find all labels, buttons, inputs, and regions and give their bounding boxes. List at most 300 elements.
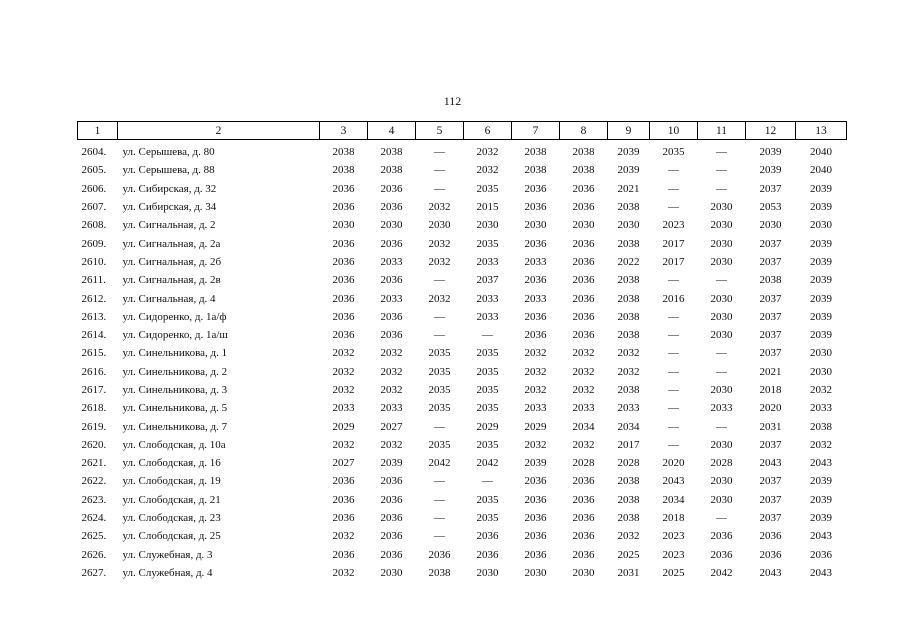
year-cell: 2032: [380, 347, 403, 360]
year-cell: 2036: [524, 493, 547, 506]
year-cell: —: [434, 146, 445, 159]
year-cell: 2039: [810, 310, 832, 323]
year-cell: 2032: [380, 438, 403, 451]
year-cell: 2037: [759, 438, 782, 451]
address-cell: ул. Сибирская, д. 32: [122, 182, 217, 195]
year-cell: 2020: [662, 457, 685, 470]
table-row: [78, 417, 847, 435]
year-cell: 2039: [380, 457, 403, 470]
year-cell: 2036: [524, 329, 547, 342]
year-cell: 2030: [710, 310, 733, 323]
table-row: [78, 436, 847, 454]
year-cell: —: [434, 475, 445, 488]
year-cell: 2030: [476, 566, 499, 579]
table-row: [78, 140, 847, 162]
year-cell: 2030: [810, 365, 832, 378]
year-cell: 2038: [428, 566, 451, 579]
year-cell: 2038: [617, 310, 640, 323]
year-cell: 2037: [759, 475, 782, 488]
year-cell: 2032: [428, 237, 451, 250]
year-cell: —: [434, 182, 445, 195]
year-cell: 2034: [662, 493, 685, 506]
row-number-cell: 2621.: [81, 457, 107, 470]
year-cell: 2037: [759, 512, 782, 525]
column-header-6: 6: [464, 122, 512, 140]
year-cell: 2032: [617, 530, 640, 543]
year-cell: 2030: [710, 384, 733, 396]
year-cell: 2033: [380, 402, 403, 415]
year-cell: 2038: [617, 493, 640, 506]
year-cell: 2039: [617, 164, 640, 177]
year-cell: 2030: [332, 219, 355, 232]
year-cell: 2036: [759, 530, 782, 543]
year-cell: 2038: [524, 146, 547, 159]
year-cell: 2042: [476, 457, 499, 470]
year-cell: 2036: [380, 201, 403, 214]
year-cell: 2036: [332, 512, 355, 525]
year-cell: 2036: [572, 475, 595, 488]
year-cell: 2017: [617, 438, 640, 451]
address-cell: ул. Сигнальная, д. 2: [122, 219, 216, 232]
row-number-cell: 2609.: [81, 237, 107, 250]
year-cell: 2033: [476, 292, 499, 305]
year-cell: 2032: [332, 438, 355, 451]
year-cell: 2038: [810, 420, 832, 433]
year-cell: 2042: [710, 566, 733, 579]
row-number-cell: 2612.: [81, 292, 107, 305]
year-cell: 2036: [332, 292, 355, 305]
year-cell: 2036: [524, 274, 547, 287]
year-cell: 2034: [572, 420, 595, 433]
year-cell: 2030: [710, 493, 733, 506]
year-cell: 2032: [428, 255, 451, 268]
table-row: [78, 399, 847, 417]
year-cell: 2038: [572, 164, 595, 177]
year-cell: 2037: [476, 274, 499, 287]
table-row: [78, 216, 847, 234]
column-header-4: 4: [368, 122, 416, 140]
year-cell: 2039: [810, 274, 832, 287]
year-cell: —: [716, 347, 727, 360]
year-cell: —: [434, 329, 445, 342]
year-cell: 2037: [759, 237, 782, 250]
table-row: [78, 180, 847, 198]
year-cell: 2031: [759, 420, 782, 433]
year-cell: 2032: [332, 347, 355, 360]
year-cell: 2021: [759, 365, 782, 378]
year-cell: 2032: [524, 438, 547, 451]
year-cell: —: [716, 420, 727, 433]
year-cell: 2032: [524, 347, 547, 360]
table-row: [78, 253, 847, 271]
year-cell: 2036: [380, 548, 403, 561]
year-cell: 2043: [810, 530, 832, 543]
year-cell: 2039: [759, 146, 782, 159]
year-cell: 2036: [332, 237, 355, 250]
year-cell: 2036: [572, 182, 595, 195]
table-row: [78, 491, 847, 509]
year-cell: —: [482, 475, 493, 488]
row-number-cell: 2611.: [81, 274, 106, 287]
year-cell: 2037: [759, 329, 782, 342]
year-cell: 2032: [617, 365, 640, 378]
year-cell: 2036: [710, 530, 733, 543]
year-cell: 2039: [810, 329, 832, 342]
year-cell: 2039: [810, 475, 832, 488]
year-cell: 2029: [332, 420, 355, 433]
year-cell: 2036: [572, 512, 595, 525]
table-row: [78, 161, 847, 179]
year-cell: 2038: [617, 274, 640, 287]
year-cell: 2040: [810, 164, 832, 177]
year-cell: 2038: [617, 329, 640, 342]
year-cell: 2039: [810, 201, 832, 214]
page-number: 112: [443, 94, 462, 108]
year-cell: 2032: [380, 365, 403, 378]
year-cell: 2023: [662, 530, 685, 543]
year-cell: 2022: [617, 255, 640, 268]
table-row: [78, 509, 847, 527]
year-cell: 2032: [572, 438, 595, 451]
year-cell: 2036: [572, 292, 595, 305]
year-cell: 2042: [428, 457, 451, 470]
table-row: [78, 363, 847, 381]
year-cell: 2039: [524, 457, 547, 470]
column-header-9: 9: [608, 122, 650, 140]
address-cell: ул. Служебная, д. 4: [122, 566, 213, 579]
year-cell: 2030: [710, 329, 733, 342]
year-cell: 2025: [662, 566, 685, 579]
row-number-cell: 2604.: [81, 146, 107, 159]
year-cell: 2036: [332, 310, 355, 323]
year-cell: —: [668, 347, 679, 360]
year-cell: 2035: [476, 237, 499, 250]
year-cell: 2036: [572, 255, 595, 268]
address-cell: ул. Слободская, д. 25: [122, 530, 221, 543]
year-cell: 2027: [332, 457, 355, 470]
address-cell: ул. Синельникова, д. 5: [122, 402, 228, 415]
address-cell: ул. Сигнальная, д. 2б: [122, 255, 222, 268]
year-cell: 2038: [380, 146, 403, 159]
year-cell: 2033: [524, 402, 547, 415]
year-cell: 2030: [617, 219, 640, 232]
year-cell: 2032: [380, 384, 403, 396]
year-cell: 2032: [332, 530, 355, 543]
table-header: [78, 122, 847, 140]
year-cell: 2032: [332, 365, 355, 378]
column-header-11: 11: [698, 122, 746, 140]
year-cell: 2036: [710, 548, 733, 561]
year-cell: 2017: [662, 255, 685, 268]
year-cell: —: [668, 310, 679, 323]
year-cell: 2039: [617, 146, 640, 159]
year-cell: —: [668, 365, 679, 378]
year-cell: 2036: [332, 201, 355, 214]
year-cell: 2023: [662, 219, 685, 232]
year-cell: 2053: [759, 201, 782, 214]
column-header-1: 1: [78, 122, 118, 140]
table-row: [78, 289, 847, 307]
year-cell: 2033: [617, 402, 640, 415]
year-cell: 2035: [428, 347, 451, 360]
year-cell: 2036: [380, 493, 403, 506]
address-cell: ул. Слободская, д. 16: [122, 457, 221, 470]
year-cell: 2036: [332, 548, 355, 561]
year-cell: 2036: [572, 329, 595, 342]
year-cell: 2035: [476, 402, 499, 415]
table-row: [78, 308, 847, 326]
year-cell: 2017: [662, 237, 685, 250]
row-number-cell: 2605.: [81, 164, 107, 177]
year-cell: 2036: [524, 310, 547, 323]
address-cell: ул. Сигнальная, д. 2а: [122, 237, 221, 250]
year-cell: —: [434, 420, 445, 433]
column-header-8: 8: [560, 122, 608, 140]
table-row: [78, 564, 847, 582]
year-cell: 2034: [617, 420, 640, 433]
address-cell: ул. Сигнальная, д. 2в: [122, 274, 221, 287]
year-cell: 2039: [759, 164, 782, 177]
table-row: [78, 326, 847, 344]
year-cell: 2038: [572, 146, 595, 159]
year-cell: 2038: [332, 146, 355, 159]
row-number-cell: 2608.: [81, 219, 107, 232]
year-cell: 2030: [810, 347, 832, 360]
year-cell: 2036: [332, 493, 355, 506]
year-cell: —: [716, 274, 727, 287]
year-cell: 2032: [572, 365, 595, 378]
address-cell: ул. Серышева, д. 80: [122, 146, 215, 159]
year-cell: 2038: [524, 164, 547, 177]
year-cell: 2038: [617, 292, 640, 305]
year-cell: 2036: [759, 548, 782, 561]
year-cell: 2043: [759, 457, 782, 470]
column-header-7: 7: [512, 122, 560, 140]
year-cell: 2035: [662, 146, 685, 159]
address-cell: ул. Слободская, д. 10а: [122, 438, 226, 451]
table-row: [78, 271, 847, 289]
year-cell: 2035: [428, 402, 451, 415]
address-cell: ул. Синельникова, д. 7: [122, 420, 228, 433]
year-cell: 2036: [428, 548, 451, 561]
year-cell: 2036: [524, 201, 547, 214]
year-cell: 2015: [476, 201, 499, 214]
year-cell: 2030: [710, 255, 733, 268]
address-cell: ул. Служебная, д. 3: [122, 548, 213, 561]
year-cell: 2036: [572, 310, 595, 323]
year-cell: 2036: [524, 512, 547, 525]
address-cell: ул. Сидоренко, д. 1а/ф: [122, 310, 227, 323]
table-row: [78, 527, 847, 545]
year-cell: 2030: [710, 475, 733, 488]
year-cell: 2036: [524, 548, 547, 561]
year-cell: —: [434, 310, 445, 323]
year-cell: —: [434, 164, 445, 177]
year-cell: —: [668, 201, 679, 214]
row-number-cell: 2614.: [81, 329, 107, 342]
year-cell: 2038: [617, 384, 640, 396]
address-cell: ул. Сибирская, д. 34: [122, 201, 217, 214]
year-cell: 2038: [617, 512, 640, 525]
address-cell: ул. Синельникова, д. 3: [122, 384, 228, 396]
year-cell: 2036: [476, 548, 499, 561]
year-cell: 2018: [759, 384, 782, 396]
year-cell: 2038: [617, 475, 640, 488]
year-cell: 2033: [380, 255, 403, 268]
address-cell: ул. Синельникова, д. 1: [122, 347, 228, 360]
year-cell: 2036: [524, 237, 547, 250]
year-cell: 2040: [810, 146, 832, 159]
year-cell: —: [668, 420, 679, 433]
year-cell: 2036: [476, 530, 499, 543]
year-cell: —: [668, 274, 679, 287]
year-cell: 2032: [428, 292, 451, 305]
year-cell: —: [716, 512, 727, 525]
row-number-cell: 2616.: [81, 365, 107, 378]
year-cell: 2035: [428, 438, 451, 451]
year-cell: 2029: [476, 420, 499, 433]
year-cell: 2018: [662, 512, 685, 525]
row-number-cell: 2607.: [81, 201, 107, 214]
year-cell: 2030: [710, 219, 733, 232]
row-number-cell: 2613.: [81, 310, 107, 323]
row-number-cell: 2627.: [81, 566, 107, 579]
year-cell: 2036: [332, 182, 355, 195]
year-cell: 2031: [617, 566, 640, 579]
year-cell: 2030: [710, 237, 733, 250]
year-cell: 2036: [380, 274, 403, 287]
year-cell: 2033: [332, 402, 355, 415]
column-header-2: 2: [118, 122, 320, 140]
year-cell: —: [668, 438, 679, 451]
year-cell: 2036: [380, 182, 403, 195]
year-cell: 2030: [572, 566, 595, 579]
year-cell: 2032: [476, 164, 499, 177]
year-cell: 2036: [380, 310, 403, 323]
year-cell: —: [716, 164, 727, 177]
year-cell: 2033: [710, 402, 733, 415]
header-row: [78, 122, 847, 140]
year-cell: 2030: [380, 219, 403, 232]
year-cell: 2043: [810, 457, 832, 470]
year-cell: —: [716, 365, 727, 378]
row-number-cell: 2624.: [81, 512, 107, 525]
year-cell: 2032: [524, 365, 547, 378]
column-header-13: 13: [796, 122, 847, 140]
address-cell: ул. Серышева, д. 88: [122, 164, 215, 177]
row-number-cell: 2622.: [81, 475, 107, 488]
year-cell: 2035: [476, 493, 499, 506]
year-cell: —: [434, 512, 445, 525]
year-cell: 2030: [428, 219, 451, 232]
row-number-cell: 2626.: [81, 548, 107, 561]
row-number-cell: 2620.: [81, 438, 107, 451]
address-cell: ул. Слободская, д. 21: [122, 493, 221, 506]
column-header-10: 10: [650, 122, 698, 140]
year-cell: 2021: [617, 182, 640, 195]
year-cell: 2036: [332, 329, 355, 342]
year-cell: 2030: [524, 219, 547, 232]
year-cell: 2023: [662, 548, 685, 561]
row-number-cell: 2615.: [81, 347, 107, 360]
year-cell: 2039: [810, 237, 832, 250]
year-cell: 2036: [380, 475, 403, 488]
data-table: [77, 121, 847, 582]
year-cell: 2033: [476, 255, 499, 268]
year-cell: 2037: [759, 493, 782, 506]
address-cell: ул. Сигнальная, д. 4: [122, 292, 216, 305]
year-cell: 2035: [476, 438, 499, 451]
year-cell: —: [434, 493, 445, 506]
year-cell: 2030: [710, 201, 733, 214]
year-cell: 2036: [572, 237, 595, 250]
year-cell: —: [668, 402, 679, 415]
year-cell: 2038: [759, 274, 782, 287]
year-cell: 2039: [810, 255, 832, 268]
year-cell: 2036: [380, 512, 403, 525]
table-row: [78, 234, 847, 252]
year-cell: 2033: [524, 255, 547, 268]
year-cell: 2035: [476, 347, 499, 360]
year-cell: 2030: [759, 219, 782, 232]
row-number-cell: 2606.: [81, 182, 107, 195]
year-cell: 2039: [810, 512, 832, 525]
year-cell: 2036: [572, 274, 595, 287]
year-cell: 2032: [572, 347, 595, 360]
year-cell: 2036: [332, 255, 355, 268]
year-cell: 2028: [710, 457, 733, 470]
year-cell: 2036: [524, 475, 547, 488]
year-cell: 2037: [759, 182, 782, 195]
year-cell: 2035: [476, 365, 499, 378]
row-number-cell: 2617.: [81, 384, 107, 396]
table-body: [78, 140, 847, 583]
year-cell: 2036: [810, 548, 832, 561]
row-number-cell: 2618.: [81, 402, 107, 415]
year-cell: 2030: [572, 219, 595, 232]
year-cell: 2033: [476, 310, 499, 323]
table-row: [78, 344, 847, 362]
table-row: [78, 381, 847, 399]
table-row: [78, 546, 847, 564]
year-cell: —: [668, 329, 679, 342]
year-cell: 2036: [524, 530, 547, 543]
year-cell: 2033: [380, 292, 403, 305]
year-cell: 2037: [759, 255, 782, 268]
year-cell: —: [668, 182, 679, 195]
year-cell: 2036: [332, 475, 355, 488]
address-cell: ул. Сидоренко, д. 1а/ш: [122, 329, 228, 342]
year-cell: 2032: [524, 384, 547, 396]
year-cell: 2033: [572, 402, 595, 415]
year-cell: 2036: [380, 237, 403, 250]
year-cell: 2036: [380, 530, 403, 543]
year-cell: 2036: [524, 182, 547, 195]
year-cell: 2030: [380, 566, 403, 579]
year-cell: 2033: [524, 292, 547, 305]
year-cell: 2036: [572, 493, 595, 506]
year-cell: 2032: [332, 384, 355, 396]
year-cell: 2036: [380, 329, 403, 342]
address-cell: ул. Слободская, д. 23: [122, 512, 221, 525]
year-cell: —: [668, 164, 679, 177]
year-cell: 2029: [524, 420, 547, 433]
year-cell: 2039: [810, 182, 832, 195]
row-number-cell: 2619.: [81, 420, 107, 433]
year-cell: —: [716, 182, 727, 195]
column-header-12: 12: [746, 122, 796, 140]
year-cell: 2037: [759, 292, 782, 305]
